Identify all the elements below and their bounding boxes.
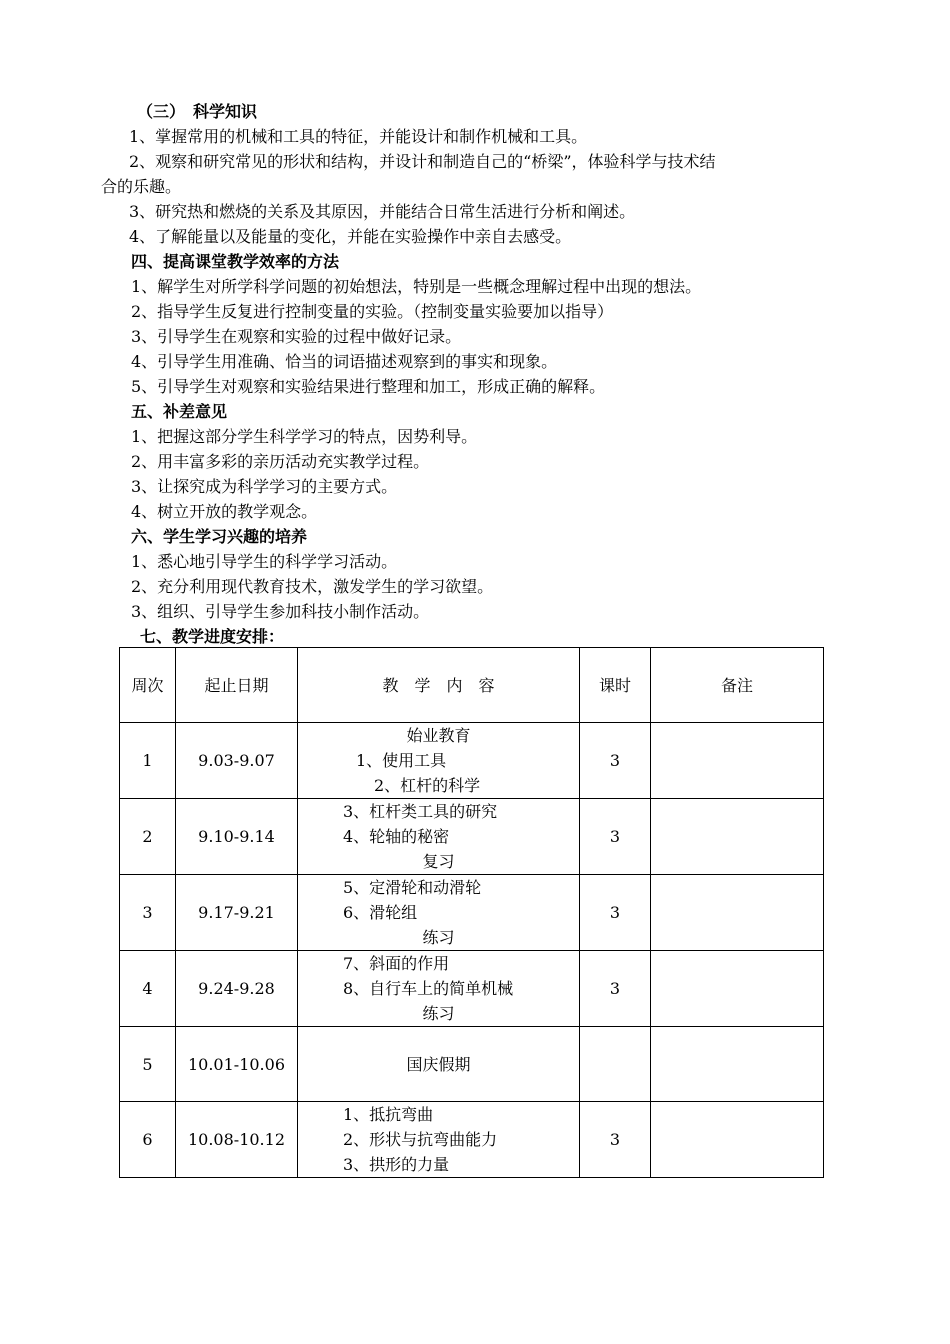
cell-week: 3 <box>120 875 176 951</box>
cell-content <box>298 723 580 799</box>
section6-item-1: 1、悉心地引导学生的科学学习活动。 <box>131 552 398 571</box>
cell-week: 1 <box>120 723 176 799</box>
content-line: 始业教育 <box>406 726 471 745</box>
section4-item-1: 1、解学生对所学科学问题的初始想法，特别是一些概念理解过程中出现的想法。 <box>131 277 702 296</box>
header-hours: 课时 <box>580 648 651 723</box>
cell-note <box>651 1027 824 1102</box>
table-row <box>120 1102 824 1178</box>
content-line: 5、定滑轮和动滑轮 <box>343 878 482 897</box>
table-row <box>120 951 824 1027</box>
content-line: 2、形状与抗弯曲能力 <box>343 1130 498 1149</box>
section4-heading: 四、提高课堂教学效率的方法 <box>131 252 340 271</box>
cell-content <box>298 875 580 951</box>
section6-item-2: 2、充分利用现代教育技术，激发学生的学习欲望。 <box>131 577 494 596</box>
cell-week: 5 <box>120 1027 176 1102</box>
section6-item-3: 3、组织、引导学生参加科技小制作活动。 <box>131 602 430 621</box>
table-row <box>120 799 824 875</box>
cell-dates: 10.08-10.12 <box>176 1102 298 1178</box>
cell-hours: 3 <box>580 875 651 951</box>
cell-hours: 3 <box>580 799 651 875</box>
cell-hours <box>580 1027 651 1102</box>
content-line: 6、滑轮组 <box>343 903 418 922</box>
cell-week: 2 <box>120 799 176 875</box>
cell-dates: 9.03-9.07 <box>176 723 298 799</box>
cell-content <box>298 1027 580 1102</box>
cell-week: 6 <box>120 1102 176 1178</box>
section4-item-2: 2、指导学生反复进行控制变量的实验。（控制变量实验要加以指导） <box>131 302 614 321</box>
content-line: 国庆假期 <box>406 1054 471 1074</box>
section5-heading: 五、补差意见 <box>131 402 228 421</box>
content-line: 3、拱形的力量 <box>343 1155 450 1174</box>
section5-item-4: 4、树立开放的教学观念。 <box>131 502 318 521</box>
cell-hours: 3 <box>580 951 651 1027</box>
table-row <box>120 723 824 799</box>
content-line: 1、使用工具 <box>356 751 447 770</box>
cell-content <box>298 951 580 1027</box>
header-note: 备注 <box>651 648 824 723</box>
cell-week: 4 <box>120 951 176 1027</box>
content-line: 8、自行车上的简单机械 <box>343 979 514 998</box>
header-dates: 起止日期 <box>176 648 298 723</box>
cell-hours: 3 <box>580 723 651 799</box>
content-line: 复习 <box>422 852 455 871</box>
cell-note <box>651 1102 824 1178</box>
content-line: 2、杠杆的科学 <box>374 776 481 795</box>
schedule-table <box>119 647 824 1178</box>
section7-heading: 七、教学进度安排： <box>140 627 285 646</box>
cell-note <box>651 723 824 799</box>
content-line: 3、杠杆类工具的研究 <box>343 802 498 821</box>
header-content: 教 学 内 容 <box>298 648 580 723</box>
content-line: 练习 <box>422 1004 455 1023</box>
table-row <box>120 1027 824 1102</box>
section4-item-3: 3、引导学生在观察和实验的过程中做好记录。 <box>131 327 462 346</box>
section3-item-2-cont: 合的乐趣。 <box>101 177 182 196</box>
cell-dates: 9.10-9.14 <box>176 799 298 875</box>
section3-heading: （三） 科学知识 <box>137 102 258 121</box>
cell-hours: 3 <box>580 1102 651 1178</box>
cell-dates: 9.17-9.21 <box>176 875 298 951</box>
section3-item-3: 3、研究热和燃烧的关系及其原因，并能结合日常生活进行分析和阐述。 <box>129 202 636 221</box>
section3-item-4: 4、了解能量以及能量的变化，并能在实验操作中亲自去感受。 <box>129 227 572 246</box>
cell-note <box>651 799 824 875</box>
section4-item-5: 5、引导学生对观察和实验结果进行整理和加工，形成正确的解释。 <box>131 377 606 396</box>
section3-item-1: 1、掌握常用的机械和工具的特征，并能设计和制作机械和工具。 <box>129 127 588 146</box>
cell-note <box>651 951 824 1027</box>
cell-dates: 10.01-10.06 <box>176 1027 298 1102</box>
table-header-row <box>120 648 824 723</box>
content-line: 7、斜面的作用 <box>343 954 450 973</box>
content-line: 1、抵抗弯曲 <box>343 1105 434 1124</box>
header-week: 周次 <box>120 648 176 723</box>
cell-content <box>298 1102 580 1178</box>
cell-dates: 9.24-9.28 <box>176 951 298 1027</box>
section6-heading: 六、学生学习兴趣的培养 <box>131 527 308 546</box>
section3-item-2: 2、观察和研究常见的形状和结构，并设计和制造自己的“桥梁”，体验科学与技术结 <box>129 152 716 171</box>
section5-item-2: 2、用丰富多彩的亲历活动充实教学过程。 <box>131 452 430 471</box>
cell-note <box>651 875 824 951</box>
table-row <box>120 875 824 951</box>
section5-item-3: 3、让探究成为科学学习的主要方式。 <box>131 477 398 496</box>
content-line: 练习 <box>422 928 455 947</box>
section5-item-1: 1、把握这部分学生科学学习的特点，因势利导。 <box>131 427 478 446</box>
content-line: 4、轮轴的秘密 <box>343 827 450 846</box>
section4-item-4: 4、引导学生用准确、恰当的词语描述观察到的事实和现象。 <box>131 352 558 371</box>
cell-content <box>298 799 580 875</box>
